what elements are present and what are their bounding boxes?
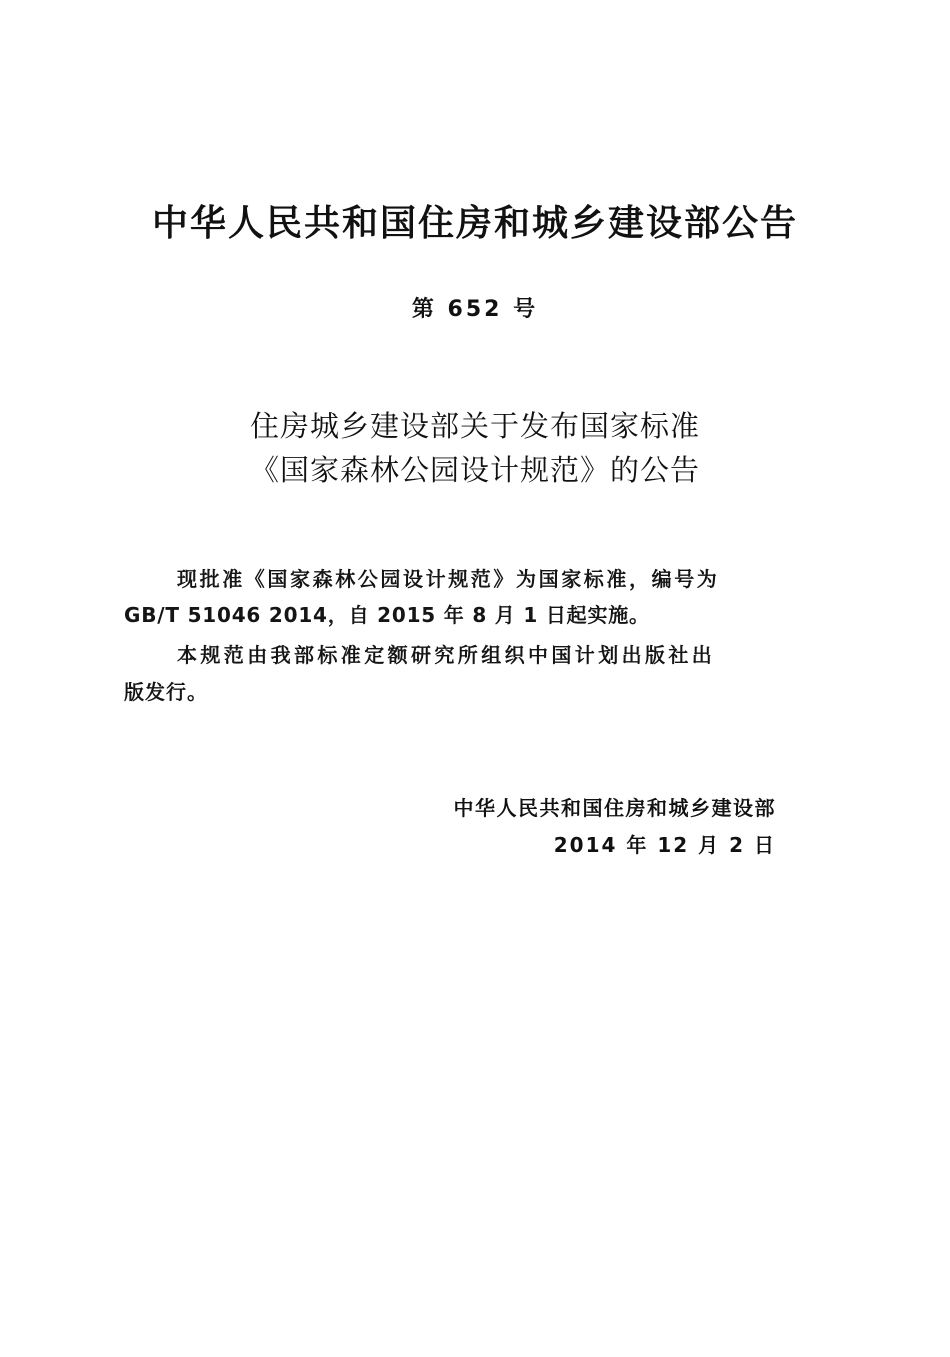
announcement-title: 中华人民共和国住房和城乡建设部公告 bbox=[151, 203, 798, 244]
signature-date: 2014 年 12 月 2 日 bbox=[553, 833, 776, 857]
body-paragraph-2-line-1: 本规范由我部标准定额研究所组织中国计划出版社出 bbox=[177, 643, 716, 667]
body-paragraph-1-line-2: GB/T 51046 2014，自 2015 年 8 月 1 日起实施。 bbox=[124, 603, 650, 627]
announcement-number: 第 652 号 bbox=[411, 297, 539, 322]
subtitle-line-1: 住房城乡建设部关于发布国家标准 bbox=[249, 409, 700, 443]
body-paragraph-1-line-1: 现批准《国家森林公园设计规范》为国家标准，编号为 bbox=[177, 567, 720, 591]
body-paragraph-2-line-2: 版发行。 bbox=[124, 680, 208, 704]
subtitle-line-2: 《国家森林公园设计规范》的公告 bbox=[249, 453, 700, 487]
signature-organization: 中华人民共和国住房和城乡建设部 bbox=[453, 796, 776, 820]
